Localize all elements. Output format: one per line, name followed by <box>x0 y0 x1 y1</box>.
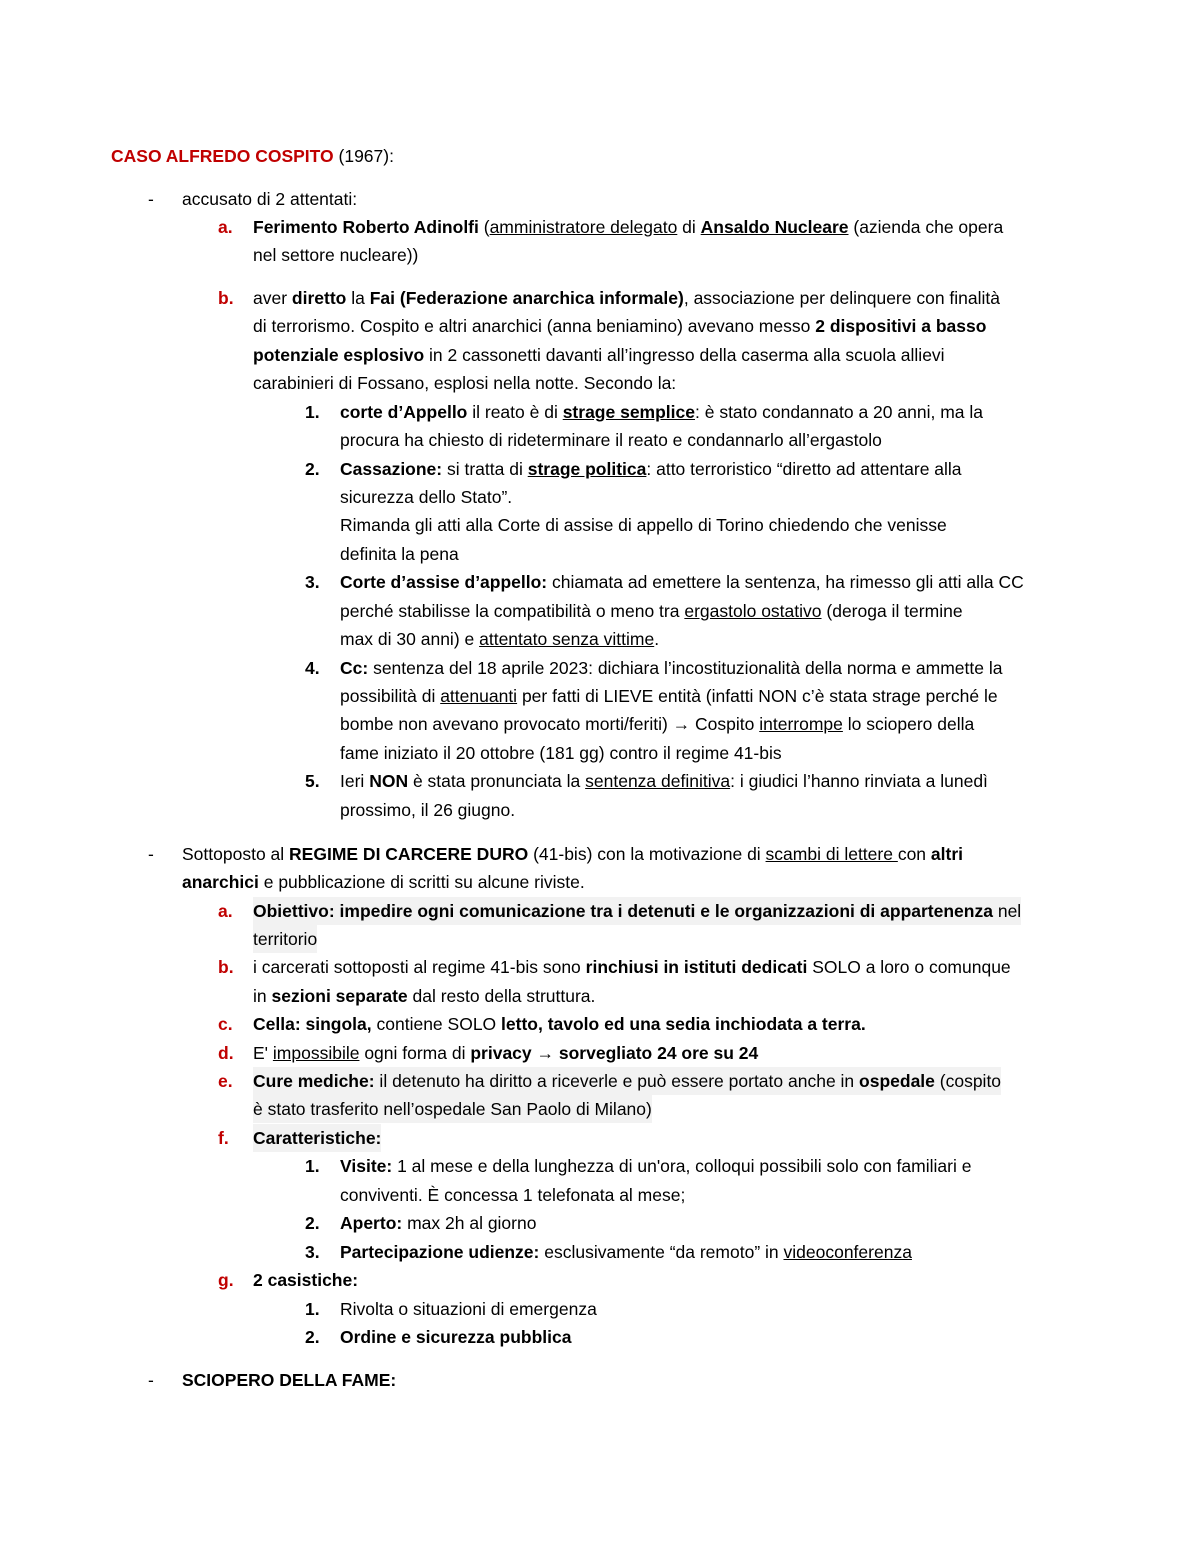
list-text: possibilità di attenuanti per fatti di LIEVE entità (infatti NON c’è stata strage perché le <box>340 686 998 706</box>
section1-heading: accusato di 2 attentati: <box>182 189 358 209</box>
bullet-dash: - <box>148 1370 154 1390</box>
list-label: 4. <box>305 658 320 678</box>
list-label: 1. <box>305 1299 320 1319</box>
page-title <box>111 142 394 170</box>
list-text: Caratteristiche: <box>253 1124 381 1152</box>
list-text: E' impossibile ogni forma di privacy → sorvegliato 24 ore su 24 <box>253 1043 759 1063</box>
list-text: potenziale esplosivo in 2 cassonetti davanti all’ingresso della caserma alla scuola allievi <box>253 345 945 365</box>
bullet-dash: - <box>148 844 154 864</box>
list-label: 3. <box>305 1242 320 1262</box>
list-text: max di 30 anni) e attentato senza vittime. <box>340 629 660 649</box>
arrow-icon: → <box>531 1043 559 1063</box>
list-text: Corte d’assise d’appello: chiamata ad emettere la sentenza, ha rimesso gli atti alla CC <box>340 572 1024 592</box>
list-text: Ieri NON è stata pronunciata la sentenza definitiva: i giudici l’hanno rinviata a lunedì <box>340 771 988 791</box>
section2-text: anarchici e pubblicazione di scritti su alcune riviste. <box>182 872 585 892</box>
title-main: CASO ALFREDO COSPITO <box>111 146 334 166</box>
list-text: in sezioni separate dal resto della struttura. <box>253 986 596 1006</box>
list-text: fame iniziato il 20 ottobre (181 gg) contro il regime 41-bis <box>340 743 782 763</box>
list-text: Visite: 1 al mese e della lunghezza di un'ora, colloqui possibili solo con familiari e <box>340 1156 972 1176</box>
list-text: procura ha chiesto di rideterminare il reato e condannarlo all’ergastolo <box>340 430 882 450</box>
list-text: è stato trasferito nell’ospedale San Paolo di Milano) <box>253 1095 652 1123</box>
list-label: 2. <box>305 1213 320 1233</box>
list-text: Ferimento Roberto Adinolfi (amministratore delegato di Ansaldo Nucleare (azienda che opera <box>253 217 1004 237</box>
list-label: b. <box>218 957 234 977</box>
list-text: sicurezza dello Stato”. <box>340 487 513 507</box>
list-text: 2 casistiche: <box>253 1270 359 1290</box>
list-label: c. <box>218 1014 233 1034</box>
list-label: b. <box>218 288 234 308</box>
list-text: Cure mediche: il detenuto ha diritto a riceverle e può essere portato anche in ospedale (cospito <box>253 1067 1001 1095</box>
bullet-dash: - <box>148 189 154 209</box>
list-text: territorio <box>253 925 317 953</box>
list-label: 2. <box>305 1327 320 1347</box>
list-label: a. <box>218 217 233 237</box>
title-year: (1967): <box>333 146 394 166</box>
section3-heading: SCIOPERO DELLA FAME: <box>182 1370 397 1390</box>
list-text: Partecipazione udienze: esclusivamente “da remoto” in videoconferenza <box>340 1242 912 1262</box>
list-label: a. <box>218 901 233 921</box>
list-text: Rivolta o situazioni di emergenza <box>340 1299 597 1319</box>
list-label: e. <box>218 1071 233 1091</box>
list-text: aver diretto la Fai (Federazione anarchica informale), associazione per delinquere con finalità <box>253 288 1001 308</box>
list-label: f. <box>218 1128 229 1148</box>
list-label: 1. <box>305 1156 320 1176</box>
list-text: Cc: sentenza del 18 aprile 2023: dichiara l’incostituzionalità della norma e ammette la <box>340 658 1003 678</box>
list-text: nel settore nucleare)) <box>253 245 419 265</box>
list-text: Aperto: max 2h al giorno <box>340 1213 537 1233</box>
list-text: carabinieri di Fossano, esplosi nella notte. Secondo la: <box>253 373 677 393</box>
list-text: bombe non avevano provocato morti/feriti) → Cospito interrompe lo sciopero della <box>340 714 975 734</box>
list-label: 5. <box>305 771 320 791</box>
list-text: Cassazione: si tratta di strage politica: atto terroristico “diretto ad attentare alla <box>340 459 962 479</box>
list-text: definita la pena <box>340 544 459 564</box>
list-label: 2. <box>305 459 320 479</box>
list-text: conviventi. È concessa 1 telefonata al mese; <box>340 1185 686 1205</box>
list-text: Rimanda gli atti alla Corte di assise di appello di Torino chiedendo che venisse <box>340 515 947 535</box>
list-label: 3. <box>305 572 320 592</box>
list-text: Obiettivo: impedire ogni comunicazione tra i detenuti e le organizzazioni di appartenenza nel <box>253 897 1021 925</box>
list-label: g. <box>218 1270 234 1290</box>
list-text: Cella: singola, contiene SOLO letto, tavolo ed una sedia inchiodata a terra. <box>253 1014 866 1034</box>
list-label: d. <box>218 1043 234 1063</box>
list-text: Ordine e sicurezza pubblica <box>340 1327 572 1347</box>
list-text: di terrorismo. Cospito e altri anarchici (anna beniamino) avevano messo 2 dispositivi a basso <box>253 316 987 336</box>
section2-text: Sottoposto al REGIME DI CARCERE DURO (41-bis) con la motivazione di scambi di lettere con altri <box>182 844 964 864</box>
list-text: i carcerati sottoposti al regime 41-bis sono rinchiusi in istituti dedicati SOLO a loro o comunque <box>253 957 1011 977</box>
list-text: prossimo, il 26 giugno. <box>340 800 516 820</box>
list-label: 1. <box>305 402 320 422</box>
list-text: perché stabilisse la compatibilità o meno tra ergastolo ostativo (deroga il termine <box>340 601 963 621</box>
list-text: corte d’Appello il reato è di strage semplice: è stato condannato a 20 anni, ma la <box>340 402 983 422</box>
arrow-icon: → <box>672 714 691 734</box>
